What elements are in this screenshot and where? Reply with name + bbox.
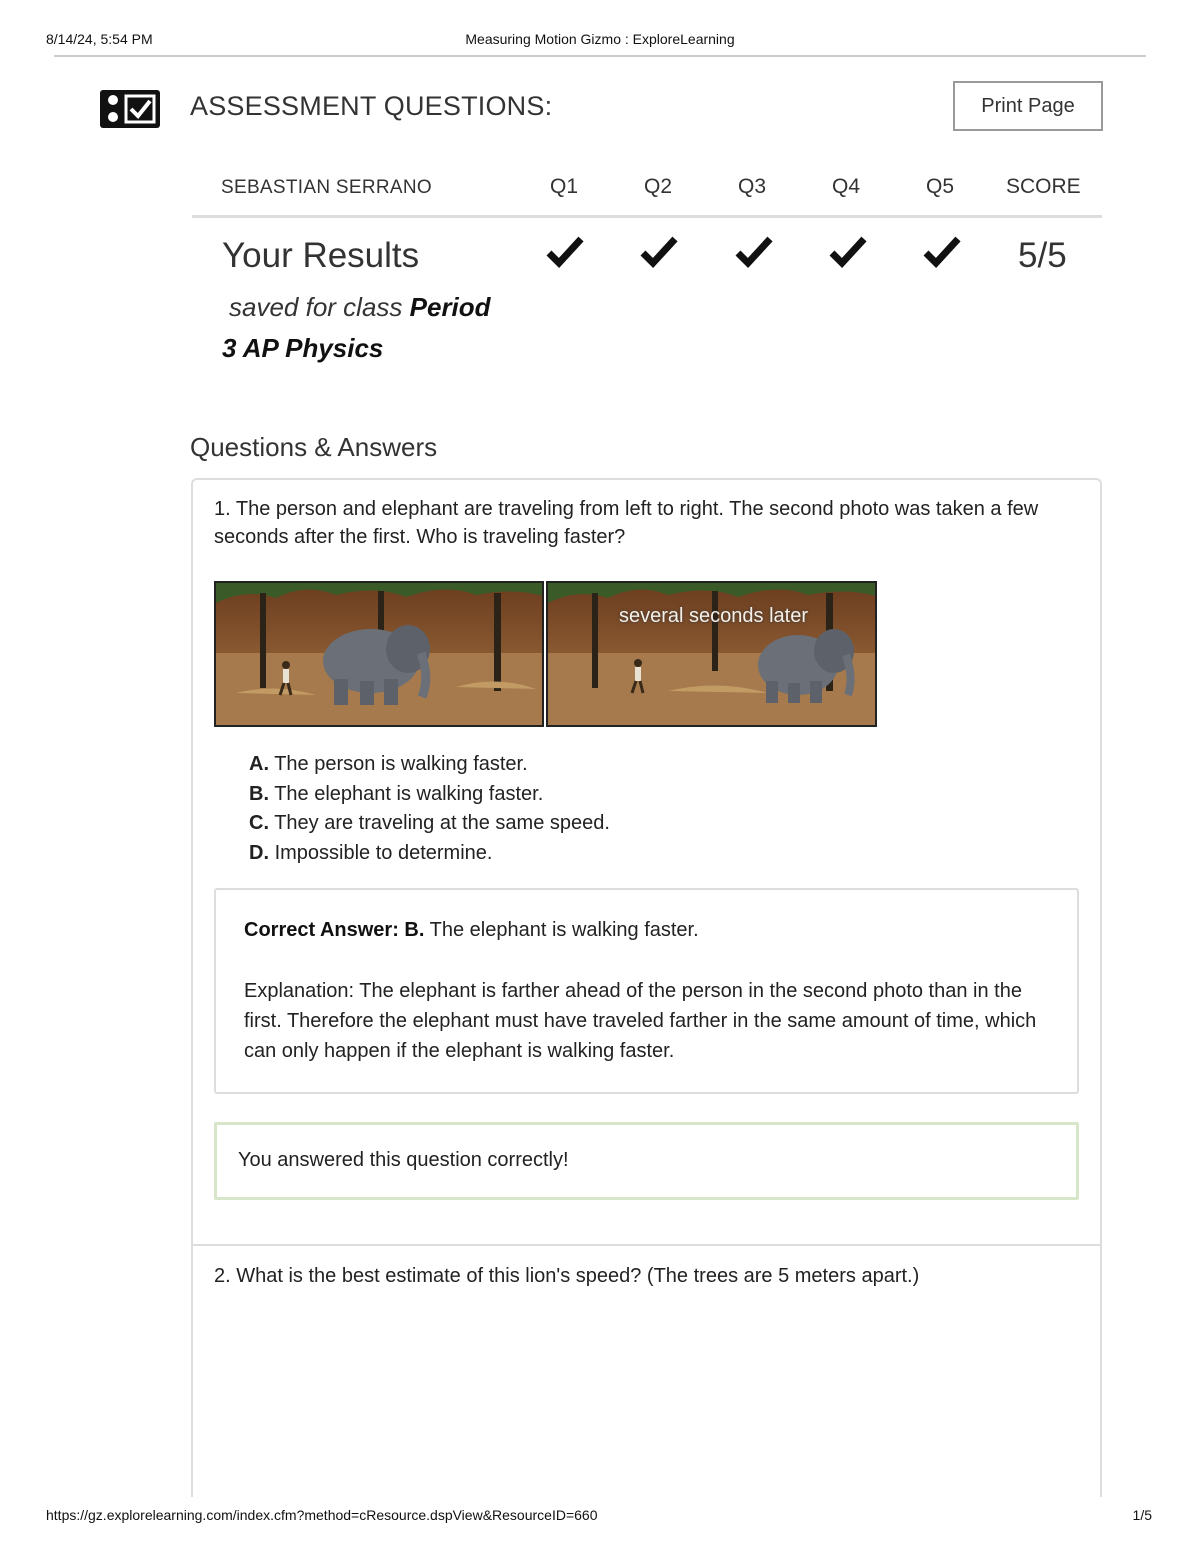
footer-background (0, 1497, 1200, 1553)
print-header (0, 0, 1200, 58)
score-table (192, 160, 1102, 218)
column-score: SCORE (1006, 175, 1081, 198)
qa-heading: Questions & Answers (190, 432, 438, 462)
question-1-text: 1. The person and elephant are traveling from left to right. The second photo was taken a few seconds after the first. Who is traveling faster? (214, 498, 1039, 548)
q3-check-icon (735, 235, 773, 269)
column-q5: Q5 (926, 175, 955, 198)
question-1-photo-before (214, 581, 544, 727)
page-title: ASSESSMENT QUESTIONS: (190, 91, 553, 121)
results-label: Your Results (222, 236, 420, 275)
question-divider (193, 1244, 1100, 1246)
column-q4: Q4 (832, 175, 861, 198)
choice-b: B. The elephant is walking faster. (249, 782, 544, 805)
q1-check-icon (546, 235, 584, 269)
print-page-button[interactable]: Print Page (953, 81, 1103, 131)
total-score: 5/5 (1018, 236, 1067, 275)
saved-prefix: saved for class (229, 292, 403, 322)
choice-a: A. The person is walking faster. (249, 753, 528, 775)
question-1-photo-after (546, 581, 877, 727)
saved-for-class (229, 292, 491, 323)
assessment-check-icon (100, 90, 160, 128)
question-2-text: 2. What is the best estimate of this lion's speed? (The trees are 5 meters apart.) (214, 1265, 920, 1287)
correct-answer-line: Correct Answer: B. The elephant is walking faster. (244, 919, 699, 941)
print-datetime: 8/14/24, 5:54 PM (46, 31, 153, 47)
footer-url: https://gz.explorelearning.com/index.cfm?method=cResource.dspView&ResourceID=660 (46, 1507, 598, 1523)
header-divider (54, 55, 1146, 57)
choice-c: C. They are traveling at the same speed. (249, 812, 610, 834)
q4-check-icon (829, 235, 867, 269)
q5-check-icon (923, 235, 961, 269)
q2-check-icon (640, 235, 678, 269)
column-q2: Q2 (644, 175, 673, 198)
feedback-text: You answered this question correctly! (238, 1149, 569, 1171)
class-name-part1: Period (409, 292, 491, 322)
student-name: SEBASTIAN SERRANO (221, 177, 432, 198)
column-q1: Q1 (550, 175, 579, 198)
score-table-header (192, 160, 1102, 218)
choice-d: D. Impossible to determine. (249, 841, 493, 864)
class-name-part2: 3 AP Physics (222, 333, 384, 363)
photo-caption: several seconds later (619, 605, 808, 627)
column-q3: Q3 (738, 175, 767, 198)
footer-page-number: 1/5 (1132, 1507, 1152, 1523)
explanation-text: Explanation: The elephant is farther ahead of the person in the second photo than in the first. Therefore the elephant must have traveled farther in the same amount of time, which can only happen if the elephant is walking faster. (244, 980, 1037, 1062)
question-1-choices (249, 750, 610, 868)
print-page-title: Measuring Motion Gizmo : ExploreLearning (465, 31, 735, 47)
